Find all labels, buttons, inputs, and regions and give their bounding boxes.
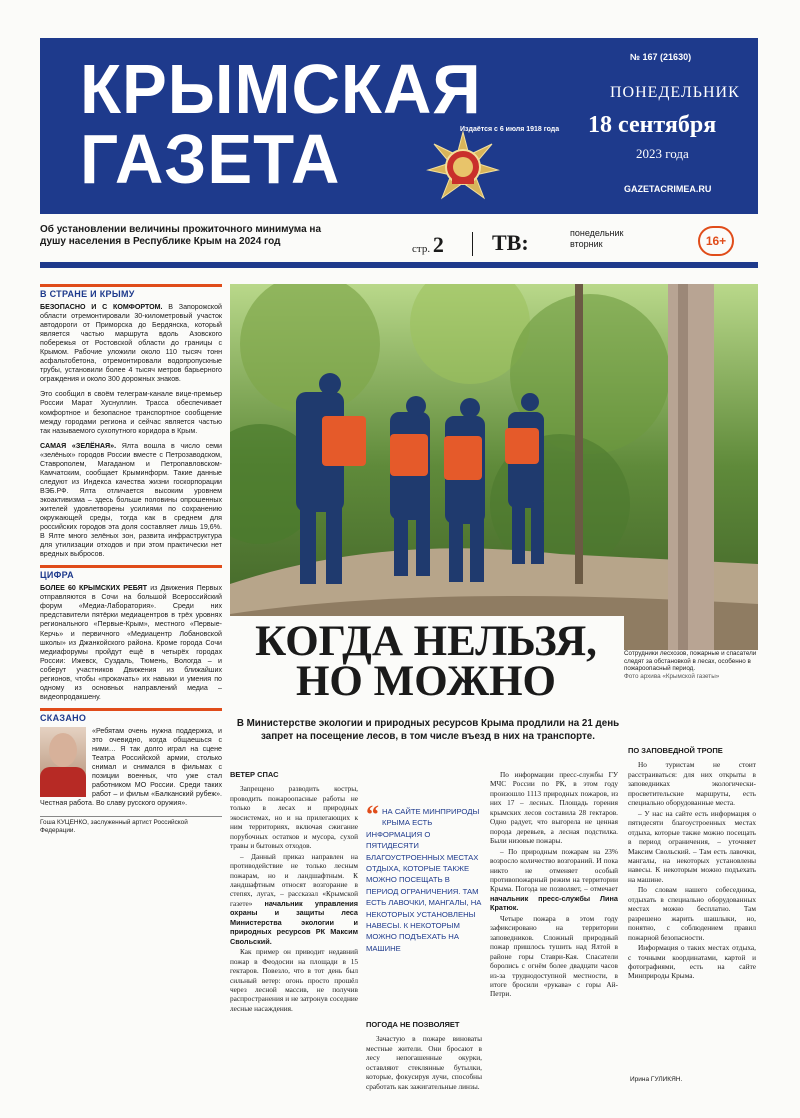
article-author: Ирина ГУЛИКЯН.: [630, 1076, 683, 1083]
news-text: В Запорожской области отремонтировали 30-километровый участок автодороги от Приморска до Бердянска, который является частью маршрута вдоль Азовского побережья от Ростовской области до границы с Крымом. Рабочие уложили около 110 тысяч тонн асфальтобетона, отремонтировали водопропускные трубы, установили более 4 тысяч метров барьерного ограждения и около 300 дорожных знаков.: [40, 303, 222, 384]
article-headline[interactable]: [228, 616, 624, 710]
quote-block: [40, 727, 222, 814]
quote-mark-icon: “: [366, 800, 379, 829]
paragraph: [490, 847, 618, 913]
header-rule: [40, 262, 758, 268]
paragraph: [230, 852, 358, 947]
page-reference[interactable]: [412, 232, 444, 258]
issue-number: № 167 (21630): [630, 52, 692, 62]
paragraph: – У нас на сайте есть информация о пятидесяти благоустроенных местах отдыха, которые также можно посещать в период ограничения, – уточняет Максим Свольский. – Там есть лавочки, мангалы, на некоторых установлены навесы. К некоторым можно подъехать на машине.: [628, 808, 756, 884]
masthead: [40, 38, 758, 214]
speaker-signature: Гоша КУЦЕНКО, заслуженный артист Российской Федерации.: [40, 816, 222, 835]
news-lead: САМАЯ «ЗЕЛЁНАЯ».: [40, 441, 117, 450]
subheading-reserve: ПО ЗАПОВЕДНОЙ ТРОПЕ: [628, 746, 723, 755]
tv-days: [570, 228, 624, 250]
subheading-weather: ПОГОДА НЕ ПОЗВОЛЯЕТ: [366, 1020, 460, 1029]
pull-quote-text: НА САЙТЕ МИНПРИРОДЫ КРЫМА ЕСТЬ ИНФОРМАЦИЯ О ПЯТИДЕСЯТИ БЛАГОУСТРОЕННЫХ МЕСТАХ ОТДЫХА, КОТОРЫЕ ТАКЖЕ МОЖНО ПОСЕЩАТЬ В ПЕРИОД ОГРАНИЧЕНИЯ. ТАМ ЕСТЬ ЛАВОЧКИ, МАНГАЛЫ, НА НЕКОТОРЫХ УСТАНОВЛЕНЫ НАВЕСЫ. К НЕКОТОРЫМ МОЖНО ПОДЪЕХАТЬ НА МАШИНЕ: [366, 807, 482, 953]
article-column-2: [366, 1020, 482, 1092]
paragraph: Четыре пожара в этом году зафиксировано на территории заповедников. Сложный природный пожар пришлось тушить над Ялтой в районе горы Ставри-Кая. Спасатели боролись с огнём более двадцати часов из-за труднодоступной местности, в итоге бросили «рукава» с горы Ай-Петри.: [490, 913, 618, 999]
tv-day-2: вторник: [570, 239, 603, 249]
top-bar: [40, 214, 758, 262]
news-lead: БОЛЕЕ 60 КРЫМСКИХ РЕБЯТ: [40, 584, 148, 593]
news-lead: БЕЗОПАСНО И С КОМФОРТОМ.: [40, 303, 163, 311]
news-text: Ялта вошла в число семи «зелёных» городов России вместе с Петрозаводском, Ставрополем, Магаданом и Петропавловском-Камчатским, сообщает Крыминформ. Такие данные следуют из Индекса качества жизни госкорпорации ВЭБ.РФ. Ялта отличается высоким уровнем экоактивизма – здесь больше половины опрошенных жителей удовлетворены усилиями по сохранению окружающей среды, тогда как в среднем для российских городов эта доля составляет лишь 19,6%. В Ялте много зелёных зон, развита инфраструктура для утилизации отходов и при этом практически нет вредных выбросов.: [40, 441, 222, 559]
news-sidebar: [40, 284, 222, 1118]
news-item: [40, 442, 222, 560]
paragraph: Зачастую в пожаре виноваты местные жители. Они бросают в лесу непогашенные окурки, оставляют стеклянные бутылки, которые, фокусируя лучи, способны сработать как зажигательные линзы.: [366, 1034, 482, 1091]
speaker-photo: [40, 727, 86, 797]
speaker-quote: «Ребятам очень нужна поддержка, и это очевидно, когда общаешься с ними… Я так долго играл на сцене Театра Российской армии, столько снимал и снимался в фильмах с позиции военных, что уже стал работником МО России. Среди таких работ – и фильм «Балканский рубеж». Честная работа. Во славу русского оружия».: [40, 726, 222, 808]
paragraph-bold: начальник пресс-службы Лина Кратюк.: [490, 893, 618, 913]
paragraph: Как пример он приводит недавний пожар в Феодосии на площади в 15 гектаров. Повезло, что в тот день был сильный ветер: огонь просто прошёл через лесной массив, не получив распространения и не затронув соседние лесные насаждения.: [230, 947, 358, 1013]
title-line-1: КРЫМСКАЯ: [80, 50, 482, 128]
issue-weekday: ПОНЕДЕЛЬНИК: [610, 84, 740, 101]
teaser-headline[interactable]: Об установлении величины прожиточного минимума на душу населения в Республике Крым на 2024 год: [40, 224, 322, 247]
page-number: 2: [432, 232, 444, 257]
paragraph: По словам нашего собеседника, отдыхать в специально оборудованных местах можно бесплатно. Там разрешено жарить шашлыки, но, понятно, с соблюдением правил пожарной безопасности.: [628, 885, 756, 942]
section-heading-figure: ЦИФРА: [40, 565, 222, 580]
paragraph-bold: начальник управления охраны и защиты леса Министерства экологии и природных ресурсов РК Максим Свольский.: [230, 898, 358, 946]
photo-caption: [624, 650, 758, 680]
since-note: Издаётся с 6 июля 1918 года: [460, 126, 560, 133]
caption-text: Сотрудники лесхозов, пожарные и спасатели следят за обстановкой в лесах, особенно в пожароопасный период.: [624, 650, 757, 673]
issue-year: 2023 года: [636, 146, 689, 161]
paragraph: Запрещено разводить костры, проводить пожароопасные работы не только в лесах и природных экосистемах, но и на прилегающих к ним территориях, включая сжигание порубочных остатков и мусора, сухой травы и бытовых отходов.: [230, 784, 358, 851]
article-column-4: [628, 746, 756, 982]
section-heading-country: В СТРАНЕ И КРЫМУ: [40, 284, 222, 299]
age-rating-badge: 16+: [698, 226, 734, 256]
tv-day-1: понедельник: [570, 228, 624, 238]
news-text: из Движения Первых отправляются в Сочи на большой Всероссийский форум «Медиа-Лаборатория». Среди них представители пятёрки медиацентров в трёх уровнях регионального «Первые-Крым», местного «Первые-Керчь» и первичного «Медиацентр Лобановской школы» из Джанкойского района. Кроме города Сочи медиафорумы пройдут ещё в четырёх городах России: Ижевск, Суздаль, Тюмень, Вологда – и соберут участников Движения из ближайших регионов, чтобы «прокачать» их навыки и умения по одному из основных направлений медиа – видеопродакшену.: [40, 584, 222, 701]
title-line-2: ГАЗЕТА: [80, 120, 341, 198]
paragraph-text: – По природным пожарам на 23% возросло количество возгораний. И пока никто не отменяет особый противопожарный режим на территории Крыма. Погода не позволяет, – отмечает: [490, 846, 618, 894]
photo-credit: Фото архива «Крымской газеты»: [624, 672, 720, 680]
article-column-1: [230, 770, 358, 1014]
website-link[interactable]: GAZETACRIMEA.RU: [624, 184, 712, 194]
page-prefix: стр.: [412, 243, 431, 255]
issue-date: 18 сентября: [588, 112, 717, 138]
news-item-continued: Это сообщил в своём телеграм-канале вице-премьер России Марат Хуснуллин. Трасса обеспечивает комфортное и безопасное транспортное сообщение между городами региона и сейчас является частью так называемого сухопутного коридора в Крым.: [40, 390, 222, 435]
article-column-3: [490, 770, 618, 1000]
divider: [472, 232, 473, 256]
paragraph-text: – Данный приказ направлен на противодействие не только лесным пожарам, но и ландшафтным. К ландшафтным относят возгорание в степях, лугах, – рассказал «Крымской газете»: [230, 851, 358, 908]
section-heading-said: СКАЗАНО: [40, 708, 222, 723]
newspaper-title[interactable]: [80, 50, 482, 198]
paragraph: По информации пресс-службы ГУ МЧС России по РК, в этом году произошло 1113 природных пожаров, из них 17 – лесных. Площадь горения крымских лесов составила 28 гектаров. Одно радует, что выгорела не ценная порода деревьев, а лесная подстилка. Были низовые пожары.: [490, 770, 618, 846]
subheading-wind: ВЕТЕР СПАС: [230, 770, 279, 779]
paragraph: Но туристам не стоит расстраиваться: для них открыты в заповедниках экологически-просветительские маршруты, есть специально оборудованные места.: [628, 760, 756, 808]
forest-patrol-photo: [230, 284, 758, 650]
tv-label[interactable]: ТВ:: [492, 230, 529, 255]
headline-line-1: КОГДА НЕЛЬЗЯ,: [255, 618, 597, 665]
news-item: [40, 584, 222, 702]
article-lead: В Министерстве экологии и природных ресурсов Крыма продлили на 21 день запрет на посещение лесов, в том числе въезд в них на транспорте.: [236, 718, 620, 742]
pull-quote: [366, 800, 482, 954]
headline-line-2: НО МОЖНО: [295, 658, 556, 705]
paragraph: Информация о таких местах отдыха, с точными координатами, картой и фотографиями, есть на сайте Минприроды Крыма.: [628, 943, 756, 981]
news-item: [40, 303, 222, 384]
order-emblem-icon: [426, 130, 500, 204]
